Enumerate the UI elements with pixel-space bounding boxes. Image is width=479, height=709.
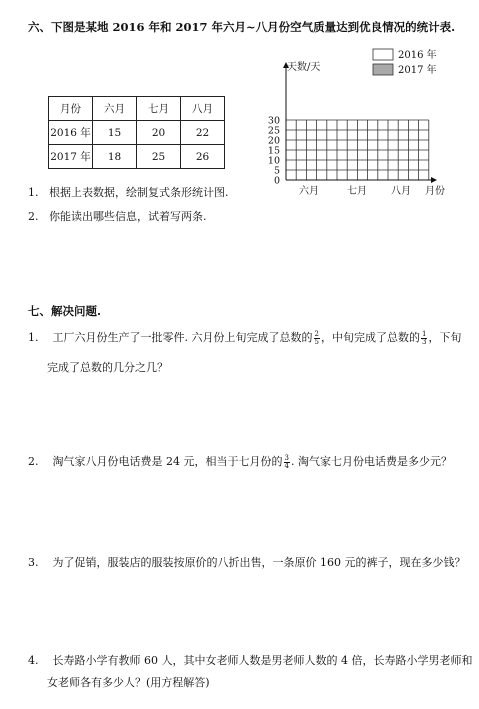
chart-axes [286, 63, 436, 180]
fraction-numerator: 1 [421, 329, 427, 338]
fraction [421, 331, 427, 346]
table-cell: 25 [137, 145, 181, 169]
y-tick-label: 10 [267, 155, 280, 167]
question-7-4 [28, 653, 472, 668]
fraction [284, 455, 290, 470]
question-number: 4. [28, 654, 39, 667]
fraction-numerator: 2 [314, 329, 319, 338]
table-cell: 2017 年 [49, 145, 93, 169]
question-text: ，下旬 [428, 331, 462, 344]
legend-swatch [373, 49, 393, 60]
question-7-1-line2: 完成了总数的几分之几？ [47, 361, 168, 374]
y-tick-label: 30 [267, 115, 280, 127]
question-text: 长寿路小学有教师 60 人，其中女老师人数是男老师人数的 4 倍，长寿路小学男老师和 [52, 654, 473, 667]
question-7-4-line2: 女老师各有多少人？(用方程解答) [47, 676, 210, 689]
fraction-denominator: 4 [284, 461, 289, 470]
y-tick-label: 20 [267, 135, 280, 147]
air-quality-table [48, 96, 225, 169]
fraction-denominator: 5 [314, 337, 319, 346]
section-7-heading: 七、解决问题. [28, 304, 102, 318]
legend-label: 2017 年 [398, 65, 437, 76]
question-number: 1. [28, 331, 39, 344]
question-number: 2. [28, 455, 39, 468]
chart-legend [373, 48, 437, 76]
table-header-cell: 六月 [93, 97, 137, 121]
table-header-cell: 八月 [181, 97, 225, 121]
x-tick-label: 七月 [347, 186, 367, 197]
y-tick-label: 15 [267, 145, 280, 157]
section-6-heading: 六、下图是某地 2016 年和 2017 年六月~八月份空气质量达到优良情况的统计表. [28, 20, 456, 34]
table-row [49, 121, 225, 145]
legend-swatch [373, 64, 393, 75]
y-tick-label: 0 [273, 175, 280, 187]
question-text: ，中旬完成了总数的 [320, 331, 420, 344]
x-tick-label: 六月 [299, 186, 319, 197]
question-number: 3. [28, 556, 39, 569]
table-cell: 20 [137, 121, 181, 145]
question-7-1 [28, 330, 461, 346]
table-cell: 26 [181, 145, 225, 169]
question-6-2 [28, 209, 207, 224]
table-header-cell: 七月 [137, 97, 181, 121]
question-number: 2. [28, 210, 39, 223]
chart-grid [286, 120, 429, 180]
question-text: 为了促销，服装店的服装按原价的八折出售，一条原价 160 元的裤子，现在多少钱？ [52, 556, 466, 569]
fraction-numerator: 3 [284, 453, 289, 462]
question-text: 你能读出哪些信息，试着写两条. [49, 210, 207, 223]
question-text: 根据上表数据，绘制复式条形统计图. [49, 186, 229, 199]
x-axis-title: 月份 [425, 186, 445, 197]
question-text: 工厂六月份生产了一批零件. 六月份上旬完成了总数的 [52, 331, 313, 344]
table-cell: 15 [93, 121, 137, 145]
table-cell: 18 [93, 145, 137, 169]
table-cell: 2016 年 [49, 121, 93, 145]
question-text: . 淘气家七月份电话费是多少元？ [290, 455, 452, 468]
y-axis-title: 天数/天 [287, 62, 321, 73]
table-header-row [49, 97, 225, 121]
fraction [314, 331, 320, 346]
question-text: 淘气家八月份电话费是 24 元，相当于七月份的 [52, 455, 283, 468]
y-tick-label: 5 [273, 165, 280, 177]
question-7-3 [28, 555, 466, 570]
legend-label: 2016 年 [398, 50, 437, 61]
question-6-1 [28, 185, 229, 200]
y-tick-label: 25 [267, 125, 280, 137]
fraction-denominator: 3 [421, 337, 427, 346]
question-number: 1. [28, 186, 39, 199]
table-header-cell: 月份 [49, 97, 93, 121]
chart-labels [268, 60, 445, 197]
table-row [49, 145, 225, 169]
table-cell: 22 [181, 121, 225, 145]
x-tick-label: 八月 [391, 186, 411, 197]
question-7-2 [28, 454, 452, 470]
